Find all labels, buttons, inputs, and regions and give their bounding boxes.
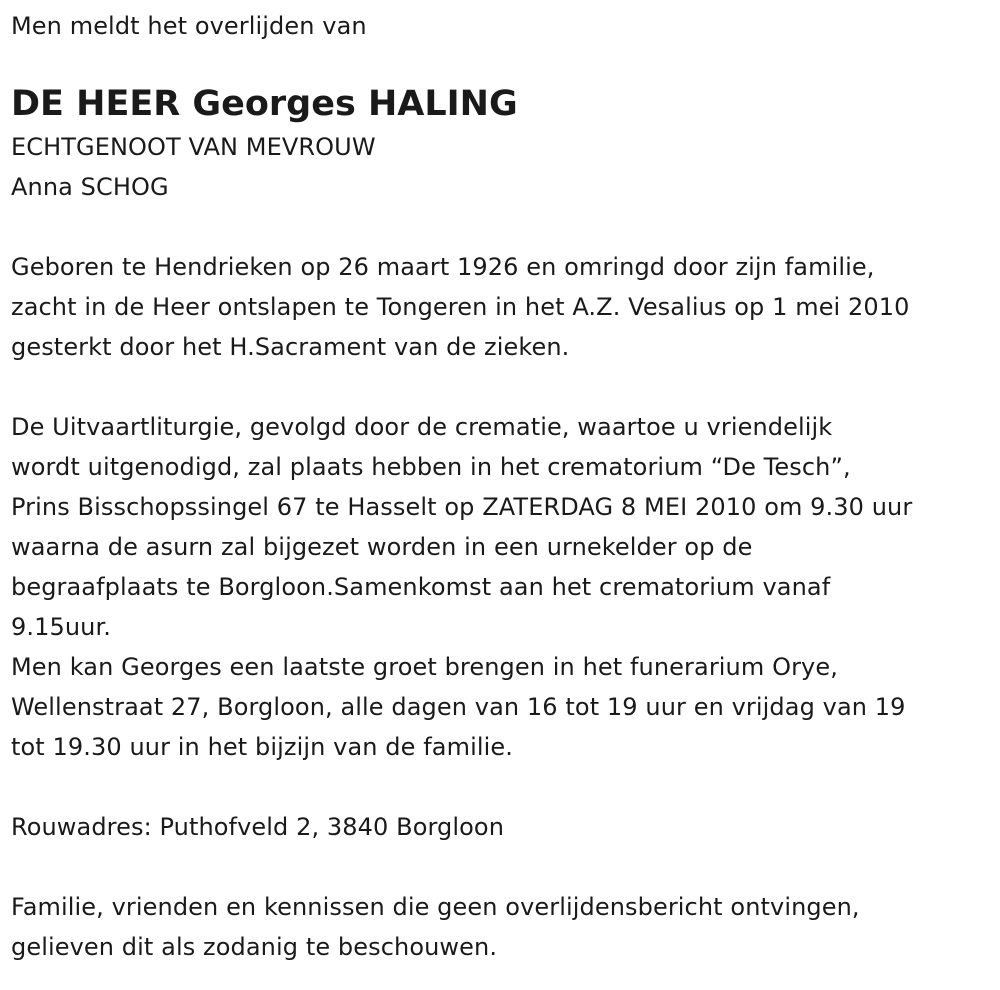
spacer	[11, 367, 993, 407]
funeral-line: waarna de asurn zal bijgezet worden in een urnekelder op de	[11, 533, 753, 561]
spacer	[11, 847, 993, 887]
funeral-line: wordt uitgenodigd, zal plaats hebben in het crematorium “De Tesch”,	[11, 453, 851, 481]
deceased-name: DE HEER Georges HALING	[11, 84, 518, 124]
birth-line: zacht in de Heer ontslapen te Tongeren in het A.Z. Vesalius op 1 mei 2010	[11, 293, 910, 321]
death-notice	[11, 6, 993, 967]
funeral-line: De Uitvaartliturgie, gevolgd door de crematie, waartoe u vriendelijk	[11, 413, 833, 441]
birth-line: gesterkt door het H.Sacrament van de zieken.	[11, 333, 570, 361]
birth-paragraph	[11, 247, 993, 367]
funeral-paragraph	[11, 407, 993, 767]
closing-paragraph	[11, 887, 993, 967]
funeral-line: 9.15uur.	[11, 613, 111, 641]
closing-line: Familie, vrienden en kennissen die geen overlijdensbericht ontvingen,	[11, 893, 860, 921]
closing-line: gelieven dit als zodanig te beschouwen.	[11, 933, 498, 961]
spouse-line-2: Anna SCHOG	[11, 173, 169, 201]
spacer	[11, 207, 993, 247]
intro-line: Men meldt het overlijden van	[11, 12, 367, 40]
funeral-line: Men kan Georges een laatste groet brengen in het funerarium Orye,	[11, 653, 838, 681]
mourning-address: Rouwadres: Puthofveld 2, 3840 Borgloon	[11, 813, 505, 841]
funeral-line: Wellenstraat 27, Borgloon, alle dagen van 16 tot 19 uur en vrijdag van 19	[11, 693, 906, 721]
funeral-line: begraafplaats te Borgloon.Samenkomst aan het crematorium vanaf	[11, 573, 831, 601]
funeral-line: Prins Bisschopssingel 67 te Hasselt op ZATERDAG 8 MEI 2010 om 9.30 uur	[11, 493, 913, 521]
spouse-line-1: ECHTGENOOT VAN MEVROUW	[11, 133, 376, 161]
birth-line: Geboren te Hendrieken op 26 maart 1926 en omringd door zijn familie,	[11, 253, 875, 281]
funeral-line: tot 19.30 uur in het bijzijn van de familie.	[11, 733, 513, 761]
spacer	[11, 767, 993, 807]
